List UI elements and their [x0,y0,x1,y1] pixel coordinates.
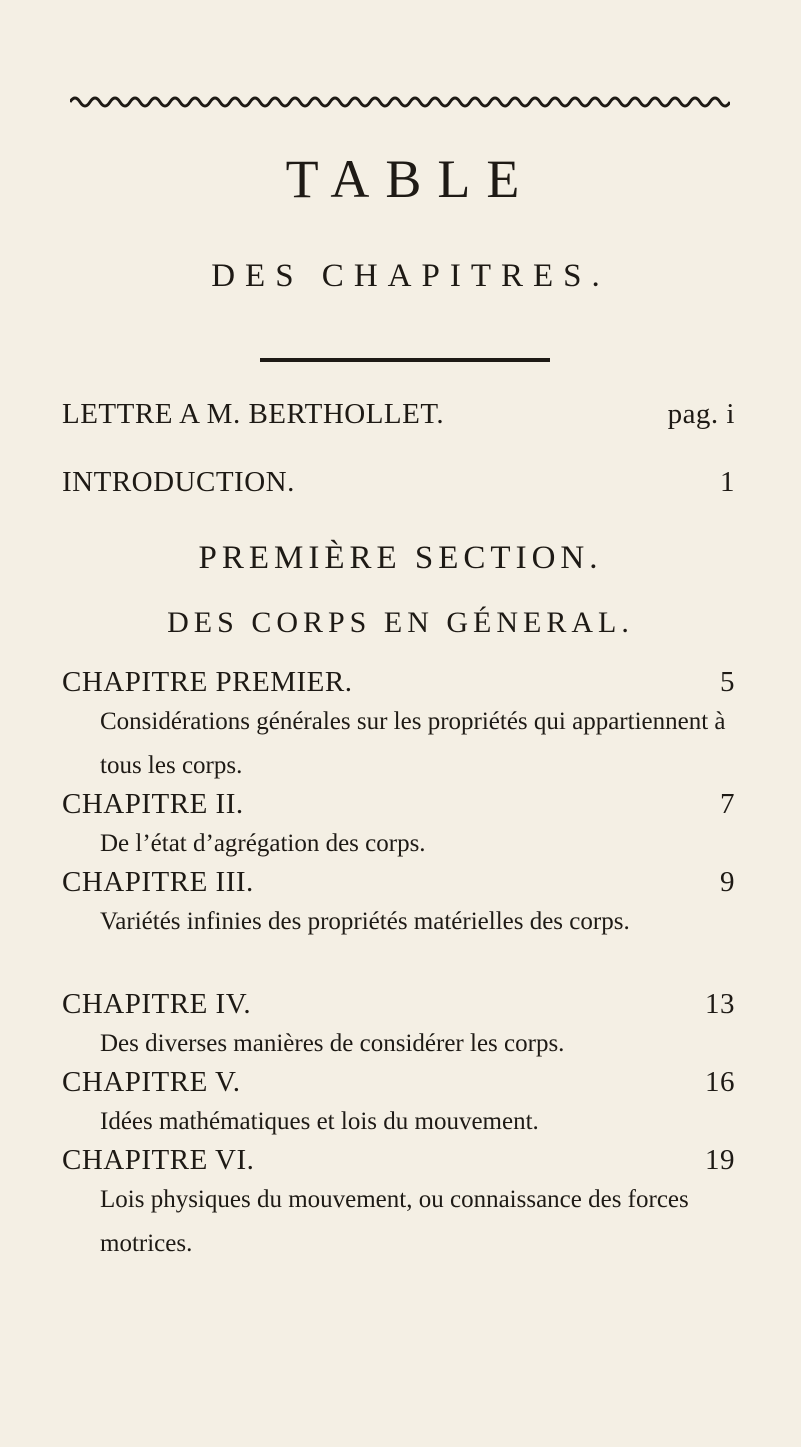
toc-entry-label: INTRODUCTION. [62,466,295,498]
toc-entry-chapter-2 [62,788,735,821]
chapter-label: CHAPITRE VI. [62,1144,255,1176]
chapter-label: CHAPITRE IV. [62,988,252,1020]
chapter-label: CHAPITRE V. [62,1066,241,1098]
toc-page-number: 5 [720,666,735,698]
toc-page-number: pag. i [667,398,735,430]
toc-page-number: 16 [705,1066,735,1098]
chapter-description: Des diverses manières de considérer les corps. [100,1030,565,1057]
toc-page-number: 9 [720,866,735,898]
page-title: TABLE [285,149,536,209]
toc-entry-chapter-4 [62,988,735,1021]
page-subtitle: DES CHAPITRES. [211,258,610,294]
section-title: PREMIÈRE SECTION. [198,540,603,576]
toc-entry-lettre [62,398,735,431]
title-rule [260,358,550,362]
ornamental-border [70,94,730,110]
chapter-label: CHAPITRE III. [62,866,254,898]
toc-entry-label: LETTRE A M. BERTHOLLET. [62,398,445,430]
toc-entry-chapter-6 [62,1144,735,1177]
toc-page-number: 19 [705,1144,735,1176]
toc-entry-chapter-3 [62,866,735,899]
toc-entry-introduction [62,466,735,499]
toc-page-number: 1 [720,466,735,498]
toc-page-number: 7 [720,788,735,820]
toc-entry-chapter-5 [62,1066,735,1099]
chapter-description: Lois physiques du mouvement, ou connaissance des forces motrices. [100,1186,689,1257]
chapter-description: Idées mathématiques et lois du mouvement. [100,1108,539,1135]
chapter-description: Considérations générales sur les propriétés qui appartiennent à tous les corps. [100,708,726,779]
chapter-label: CHAPITRE II. [62,788,244,820]
toc-entry-chapter-1 [62,666,735,699]
section-subtitle: DES CORPS EN GÉNERAL. [167,606,634,639]
chapter-description: De l’état d’agrégation des corps. [100,830,426,857]
chapter-description: Variétés infinies des propriétés matérielles des corps. [100,908,630,935]
chapter-label: CHAPITRE PREMIER. [62,666,353,698]
toc-page-number: 13 [705,988,735,1020]
